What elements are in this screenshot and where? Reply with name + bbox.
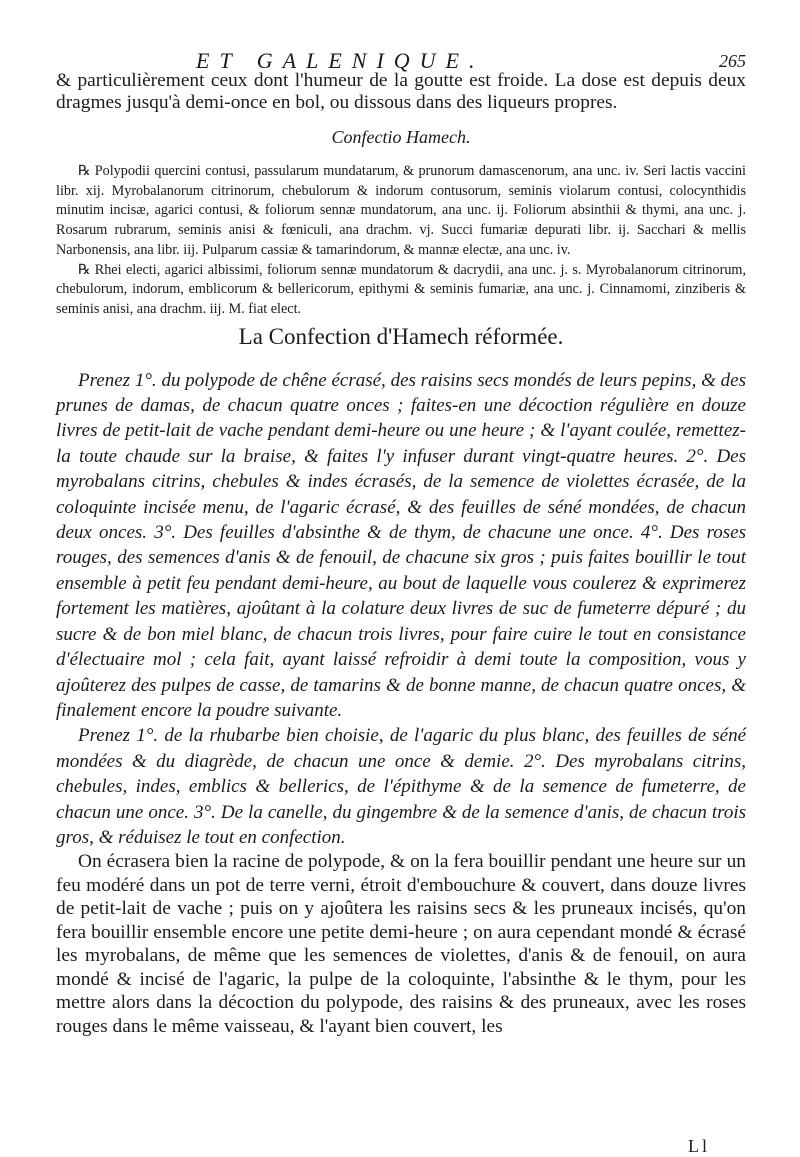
running-header: [56, 40, 746, 73]
recipe-symbol-icon: ℞: [78, 261, 91, 278]
section-title: La Confection d'Hamech réformée.: [238, 323, 564, 349]
latin-recipe-title: Confectio Hamech.: [331, 127, 471, 147]
latin-recipe-text-1: Polypodii quercini contusi, passularum mundatarum, & prunorum damascenorum, ana unc. iv. Seri lactis vaccini libr. xij. Myrobalanorum citrinorum, chebulorum & indorum contusorum, seminis violarum contusi, colocynthidis minutim incisæ, agarici contusi, & foliorum sennæ mundatorum, ana unc. ij. Foliorum absinthii & thymi, ana unc. j. Rosarum rubrarum, seminis anisi & fœniculi, ana drachm. vj. Succi fumariæ depurati libr. ij. Sacchari & mellis Narbonensis, ana libr. iij. Pulparum cassiæ & tamarindorum, & mannæ electæ, ana unc. iv.: [56, 163, 746, 258]
latin-recipe-paragraph-1: [56, 162, 746, 261]
french-recipe-paragraph-1: Prenez 1°. du polypode de chêne écrasé, des raisins secs mondés de leurs pepins, & des prunes de damas, de chacun quatre onces ; faites-en une décoction régulière en douze livres de petit-lait de vache pendant demi-heure ou une heure ; & l'ayant coulée, remettez-la toute chaude sur la braise, & faites l'y infuser durant vingt-quatre heures. 2°. Des myrobalans citrins, chebules & indes écrasés, de la semence de violettes écrasée, de la coloquinte incisée menu, de l'agaric écrasé, & des feuilles de séné mondées, de chacun deux onces. 3°. Des feuilles d'absinthe & de thym, de chacune une once. 4°. Des roses rouges, des semences d'anis & de fenouil, de chacune six gros ; puis faites bouillir le tout ensemble à petit feu pendant demi-heure, au bout de laquelle vous coulerez & exprimerez fortement les matières, ajoûtant à la colature deux livres de suc de fumeterre dépuré ; du sucre & de bon miel blanc, de chacun trois livres, pour faire cuire le tout en consistance d'électuaire mol ; cela fait, ayant laissé refroidir à demi toute la composition, vous y ajoûterez des pulpes de casse, de tamarins & de bonne manne, de chacun quatre onces, & finalement encore la poudre suivante.: [56, 369, 746, 721]
french-recipe-paragraph-2: Prenez 1°. de la rhubarbe bien choisie, de l'agaric du plus blanc, des feuilles de séné mondées & du diagrède, de chacun une once & demie. 2°. Des myrobalans citrins, chebules, indes, emblics & bellerics, de l'épithyme & de la semence de fumeterre, de chacun une once. 3°. De la canelle, du gingembre & de la semence d'anis, de chacun trois gros, & réduisez le tout en confection.: [56, 725, 746, 848]
page-number: 265: [719, 51, 746, 71]
recipe-symbol-icon: ℞: [78, 163, 91, 179]
latin-recipe-text-2: Rhei electi, agarici albissimi, foliorum sennæ mundatorum & dacrydii, ana unc. j. s. Myrobalanorum citrinorum, chebulorum, indorum, emblicorum & bellericorum, epithymi & seminis fumariæ, ana unc. j. Cinnamomi, zinziberis & seminis anisi, ana drachm. iij. M. fiat elect.: [56, 261, 746, 317]
opening-paragraph: & particulièrement ceux dont l'humeur de la goutte est froide. La dose est depuis deux dragmes jusqu'à demi-once en bol, ou dissous dans des liqueurs propres.: [56, 70, 746, 113]
signature-mark: Ll: [688, 1136, 710, 1156]
latin-recipe-paragraph-2: [56, 261, 746, 320]
running-title: ET GALENIQUE.: [196, 48, 485, 73]
preparation-paragraph: On écrasera bien la racine de polypode, & on la fera bouillir pendant une heure sur un feu modéré dans un pot de terre verni, étroit d'embouchure & couvert, dans douze livres de petit-lait de vache ; puis on y ajoûtera les raisins secs & les pruneaux incisés, qu'on fera bouillir ensemble encore une petite demi-heure ; on aura cependant mondé & écrasé les myrobalans, de même que les semences de violettes, d'anis & de fenouil, on aura mondé & incisé de l'agaric, la pulpe de la coloquinte, l'absinthe & le thym, pour les mettre alors dans la décoction du polypode, des raisins & des pruneaux, avec les roses rouges dans le même vaisseau, & l'ayant bien couvert, les: [56, 851, 746, 1037]
